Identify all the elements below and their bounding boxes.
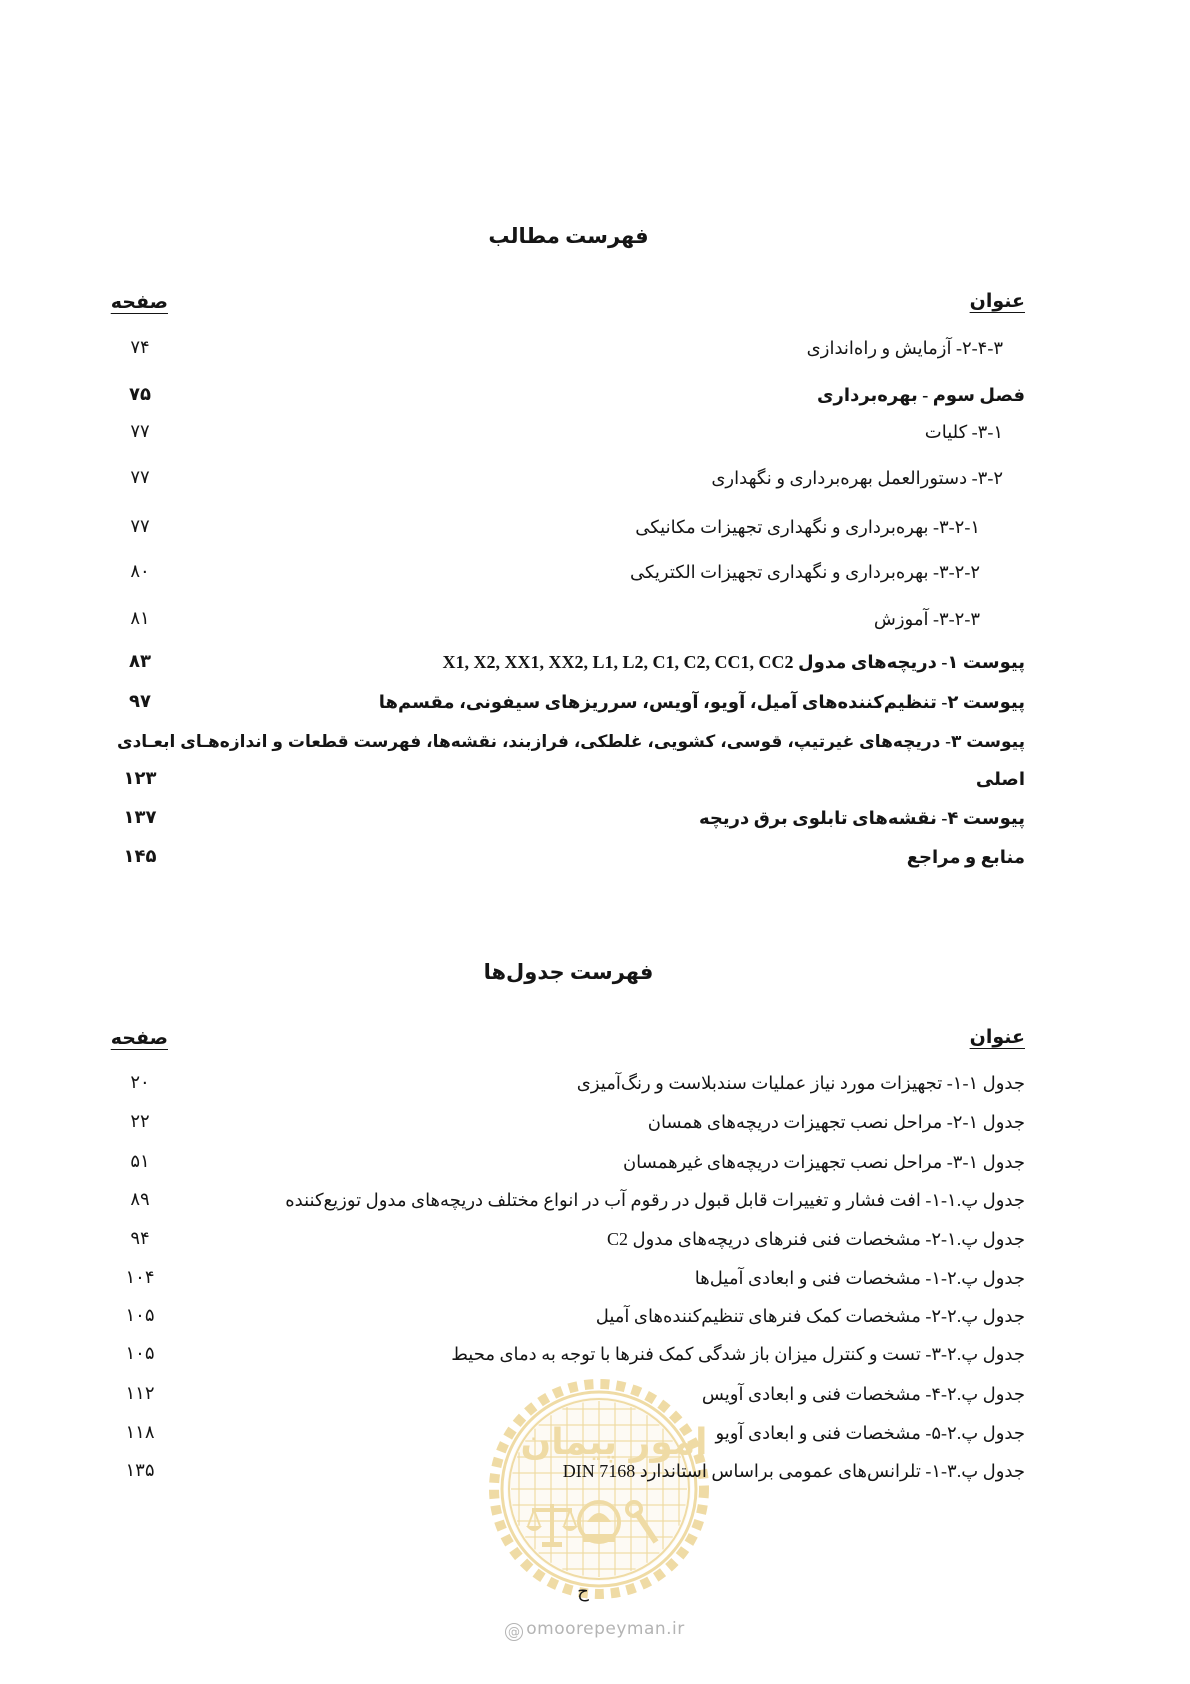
tables-list-header-row <box>112 1023 1025 1053</box>
table-entry <box>112 1418 1025 1448</box>
table-entry-title: جدول پ.۱-۲- مشخصات فنی فنرهای دریچه‌های مدول C2 <box>607 1229 1025 1249</box>
toc-entry-title: پیوست ۴- نقشه‌های تابلوی برق دریچه <box>698 808 1025 828</box>
table-entry <box>112 1107 1025 1137</box>
table-entry-page: ۱۱۸ <box>125 1422 155 1443</box>
toc-entry-title: منابع و مراجع <box>906 847 1025 867</box>
toc-entry-page: ۷۴ <box>130 337 150 358</box>
toc-entry-page: ۸۱ <box>130 608 150 629</box>
toc-entry-page: ۱۳۷ <box>123 807 157 828</box>
toc-entry-title: ۳-۲-۳- آموزش <box>873 609 980 629</box>
table-entry <box>112 1068 1025 1098</box>
site-url: omoorepeyman.ir <box>526 1619 685 1639</box>
toc-header-title-label: عنوان <box>969 291 1025 312</box>
table-entry-title: جدول پ.۳-۱- تلرانس‌های عمومی براساس استاندارد DIN 7168 <box>562 1461 1025 1481</box>
tables-list-header-page-label: صفحه <box>110 1027 168 1049</box>
table-entry-title: جدول پ.۲-۲- مشخصات کمک فنرهای تنظیم‌کننده‌های آمیل <box>595 1306 1025 1326</box>
table-entry-page: ۱۱۲ <box>125 1383 155 1404</box>
table-entry <box>112 1263 1025 1293</box>
table-entry-page: ۱۰۵ <box>125 1343 155 1364</box>
table-entry-page: ۵۱ <box>130 1151 150 1172</box>
watermark-logo-text: امور پیمان <box>520 1422 708 1463</box>
table-entry-title: جدول ۱-۲- مراحل نصب تجهیزات دریچه‌های همسان <box>647 1112 1025 1132</box>
toc-entry-page: ۱۴۵ <box>123 846 157 867</box>
toc-entry-title: پیوست ۲- تنظیم‌کننده‌های آمیل، آویو، آویس، سرریزهای سیفونی، مقسم‌ها <box>378 692 1025 712</box>
table-entry-page: ۱۳۵ <box>125 1460 155 1481</box>
toc-entry-page: ۷۵ <box>129 384 151 405</box>
tables-list-header-title-label: عنوان <box>969 1027 1025 1048</box>
toc-entry-page: ۷۷ <box>130 516 150 537</box>
toc-title: فهرست مطالب <box>488 224 649 248</box>
toc-entry-title-line-1: پیوست ۳- دریچه‌های غیرتیپ، قوسی، کشویی، غلطکی، فرازبند، نقشه‌ها، فهرست قطعات و اندازه‌هـای ابعـادی <box>117 732 1025 751</box>
toc-entry-title: فصل سوم - بهره‌برداری <box>817 385 1025 405</box>
table-entry <box>112 1147 1025 1177</box>
toc-header-page-label: صفحه <box>110 291 168 313</box>
toc-entry-page: ۱۲۳ <box>123 768 157 789</box>
table-entry <box>112 1379 1025 1409</box>
table-entry-page: ۱۰۵ <box>125 1305 155 1326</box>
toc-entry-page: ۷۷ <box>130 467 150 488</box>
toc-entry-title: ۳-۲-۲- بهره‌برداری و نگهداری تجهیزات الکتریکی <box>629 562 980 582</box>
toc-entry-page: ۹۷ <box>129 691 151 712</box>
toc-entry-title: ۲-۴-۳- آزمایش و راه‌اندازی <box>806 338 1003 358</box>
table-entry-page: ۲۰ <box>130 1072 150 1093</box>
toc-entry-page: ۸۰ <box>130 561 150 582</box>
table-entry-title: جدول پ.۲-۴- مشخصات فنی و ابعادی آویس <box>701 1384 1025 1404</box>
toc-entry-page: ۷۷ <box>130 421 150 442</box>
table-entry <box>112 1185 1025 1215</box>
table-entry <box>112 1456 1025 1486</box>
table-entry-title: جدول ۱-۳- مراحل نصب تجهیزات دریچه‌های غیرهمسان <box>622 1152 1025 1172</box>
at-icon <box>505 1623 523 1641</box>
table-entry <box>112 1339 1025 1369</box>
table-entry-title: جدول پ.۲-۱- مشخصات فنی و ابعادی آمیل‌ها <box>694 1268 1025 1288</box>
site-watermark <box>0 1616 1190 1642</box>
table-entry <box>112 1224 1025 1254</box>
toc-entry-page: ۸۳ <box>129 651 151 672</box>
table-entry-title: جدول پ.۱-۱- افت فشار و تغییرات قابل قبول در رقوم آب در انواع مختلف دریچه‌های مدول توزیع‌کننده <box>285 1190 1025 1210</box>
toc-entry-title-line-2: اصلی <box>975 769 1025 789</box>
table-entry-page: ۱۰۴ <box>125 1267 155 1288</box>
toc-entry-title: ۳-۱- کلیات <box>924 422 1003 442</box>
table-entry-page: ۲۲ <box>130 1111 150 1132</box>
toc-entry-title: ۳-۲- دستورالعمل بهره‌برداری و نگهداری <box>711 468 1003 488</box>
table-entry-page: ۹۴ <box>130 1228 150 1249</box>
table-entry-page: ۸۹ <box>130 1189 150 1210</box>
toc-entry-title: ۳-۲-۱- بهره‌برداری و نگهداری تجهیزات مکانیکی <box>635 517 980 537</box>
table-entry-title: جدول پ.۲-۵- مشخصات فنی و ابعادی آویو <box>715 1423 1025 1443</box>
tables-list-title: فهرست جدول‌ها <box>483 960 654 984</box>
table-entry-title: جدول پ.۲-۳- تست و کنترل میزان باز شدگی کمک فنرها با توجه به دمای محیط <box>451 1344 1025 1364</box>
table-entry <box>112 1301 1025 1331</box>
table-entry-title: جدول ۱-۱- تجهیزات مورد نیاز عملیات سندبلاست و رنگ‌آمیزی <box>576 1073 1025 1093</box>
page-number: ح <box>577 1581 589 1602</box>
toc-entry-title: پیوست ۱- دریچه‌های مدول X1, X2, XX1, XX2, L1, L2, C1, C2, CC1, CC2 <box>442 652 1025 672</box>
